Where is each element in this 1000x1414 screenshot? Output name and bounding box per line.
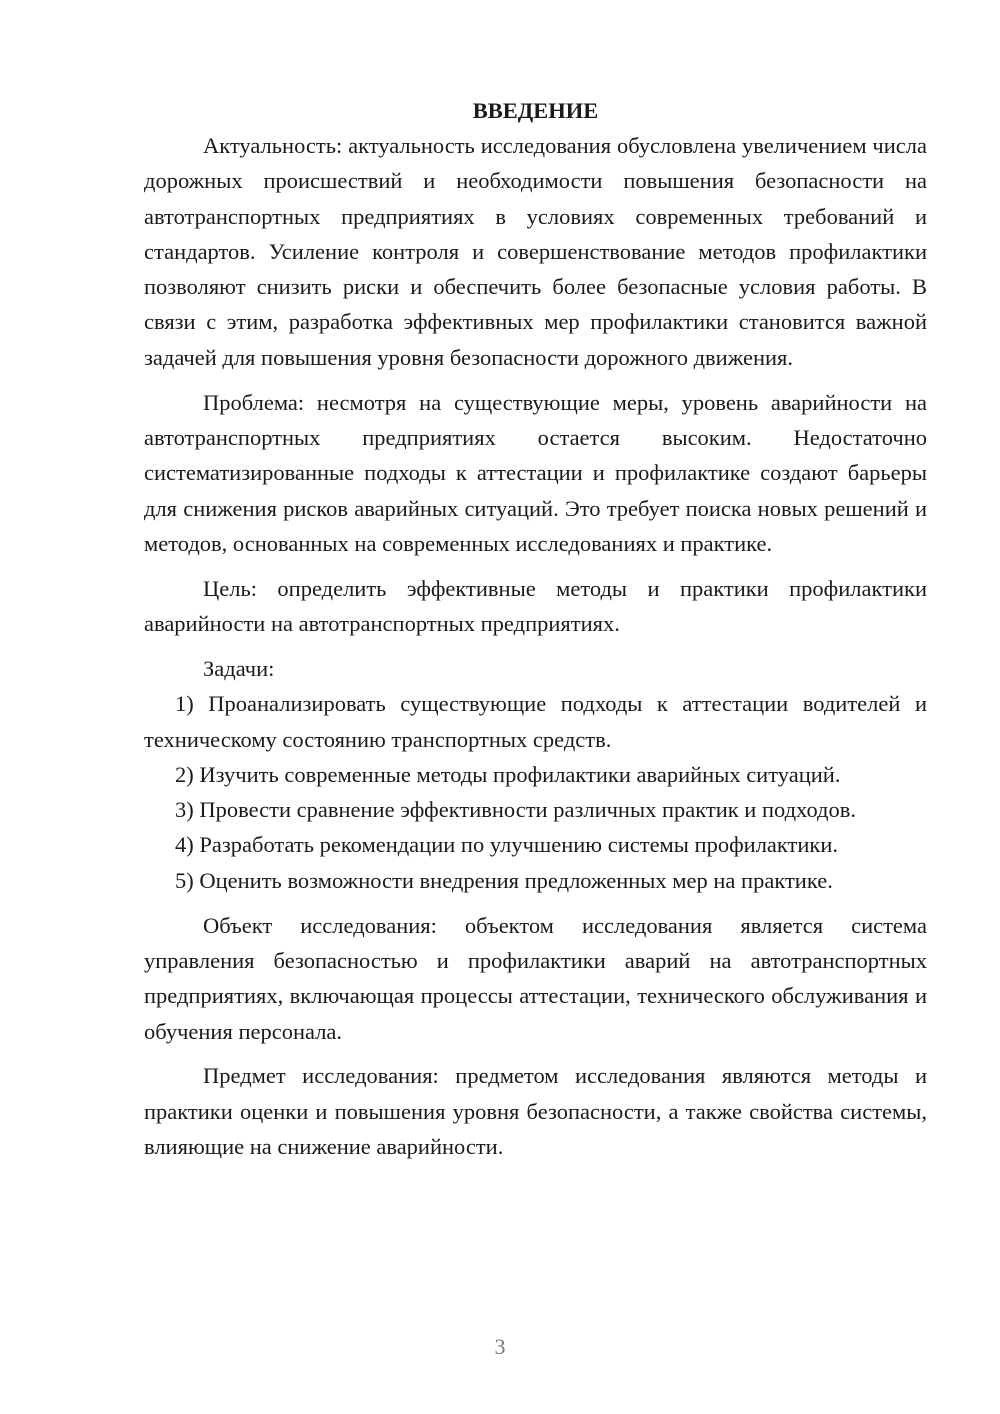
- task-item: 1) Проанализировать существующие подходы к аттестации водителей и техническому состоянию транспортных средств.: [144, 691, 927, 752]
- paragraph-problem: Проблема: несмотря на существующие меры, уровень аварийности на автотранспортных предприятиях остается высоким. Недостаточно систематизированные подходы к аттестации и профилактике создают барьеры для снижения рисков аварийных ситуаций. Это требует поиска новых решений и методов, основанных на современных исследованиях и практике.: [144, 389, 927, 556]
- paragraph-goal: Цель: определить эффективные методы и практики профилактики аварийности на автотранспортных предприятиях.: [144, 575, 927, 637]
- page-number: 3: [494, 1334, 506, 1359]
- tasks-list: [144, 686, 927, 898]
- task-item: 5) Оценить возможности внедрения предложенных мер на практике.: [175, 867, 833, 893]
- page-title: ВВЕДЕНИЕ: [472, 98, 599, 123]
- paragraph-object: Объект исследования: объектом исследования является система управления безопасностью и профилактики аварий на автотранспортных предприятиях, включающая процессы аттестации, технического обслуживания и обучения персонала.: [144, 912, 927, 1044]
- tasks-heading: Задачи:: [203, 655, 275, 681]
- paragraph-relevance: Актуальность: актуальность исследования обусловлена увеличением числа дорожных происшествий и необходимости повышения безопасности на автотранспортных предприятиях в условиях современных требований и стандартов. Усиление контроля и совершенствование методов профилактики позволяют снизить риски и обеспечить более безопасные условия работы. В связи с этим, разработка эффективных мер профилактики становится важной задачей для повышения уровня безопасности дорожного движения.: [144, 133, 927, 370]
- task-item: 3) Провести сравнение эффективности различных практик и подходов.: [175, 797, 856, 823]
- task-item: 4) Разработать рекомендации по улучшению системы профилактики.: [175, 832, 839, 858]
- task-item: 2) Изучить современные методы профилактики аварийных ситуаций.: [175, 761, 841, 787]
- page-content: [144, 93, 927, 1164]
- paragraph-subject: Предмет исследования: предметом исследования являются методы и практики оценки и повышения уровня безопасности, а также свойства системы, влияющие на снижение аварийности.: [144, 1063, 927, 1159]
